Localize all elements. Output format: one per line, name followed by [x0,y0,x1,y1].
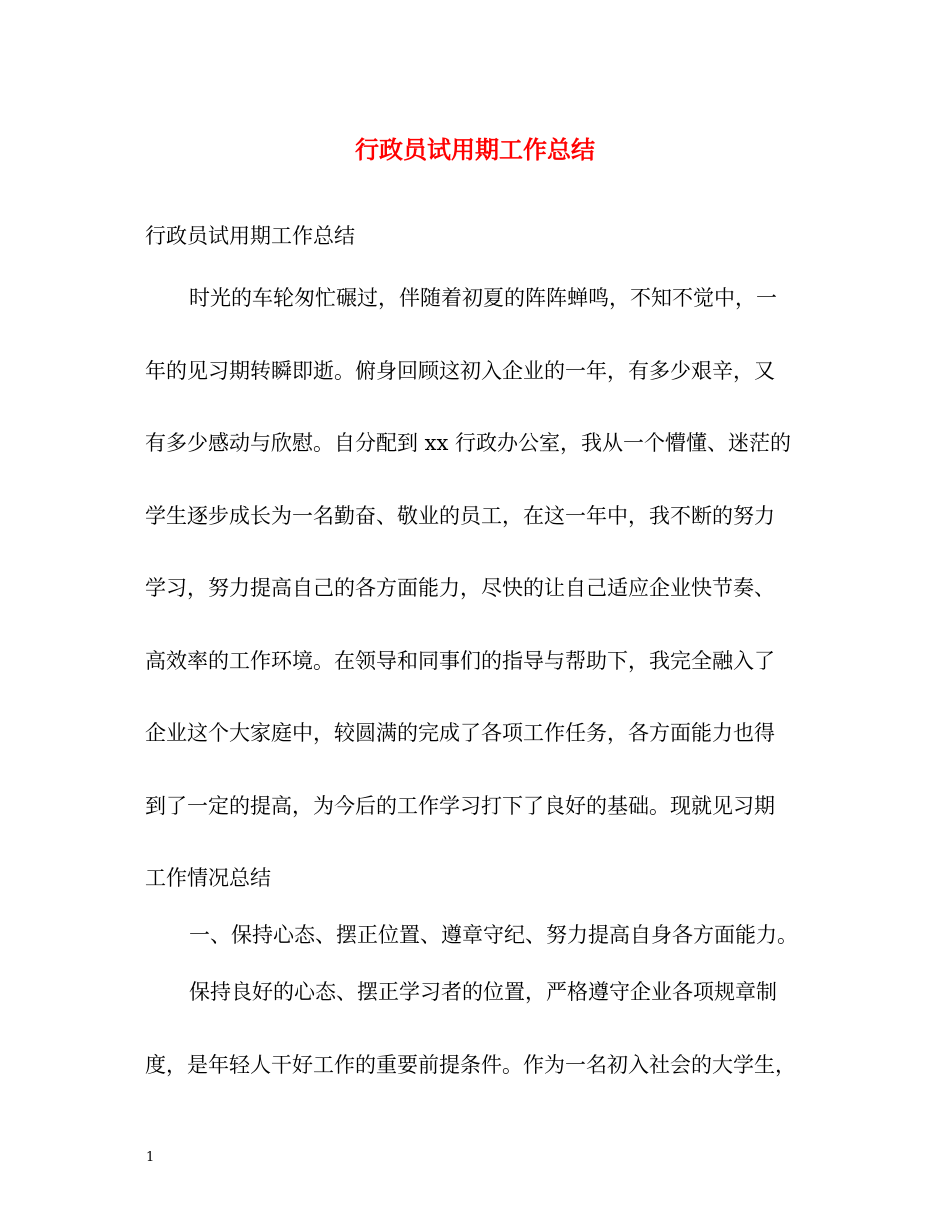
paragraph-line: 度，是年轻人干好工作的重要前提条件。作为一名初入社会的大学生， [145,1052,796,1077]
paragraph-line: 时光的车轮匆忙碾过，伴随着初夏的阵阵蝉鸣，不知不觉中，一 [189,286,777,310]
paragraph-line: 学生逐步成长为一名勤奋、敬业的员工，在这一年中，我不断的努力 [145,503,775,528]
paragraph-line: 学习，努力提高自己的各方面能力，尽快的让自己适应企业快节奏、 [145,576,775,600]
paragraph-line: 企业这个大家庭中，较圆满的完成了各项工作任务，各方面能力也得 [145,721,775,745]
paragraph-line: 工作情况总结 [145,866,271,890]
paragraph-line: 有多少感动与欣慰。自分配到 xx 行政办公室，我从一个懵懂、迷茫的 [145,431,792,455]
section-heading: 一、保持心态、摆正位置、遵章守纪、努力提高自身各方面能力。 [189,923,798,947]
paragraph-line: 年的见习期转瞬即逝。俯身回顾这初入企业的一年，有多少艰辛，又 [145,358,775,383]
paragraph-line: 保持良好的心态、摆正学习者的位置，严格遵守企业各项规章制 [189,980,777,1004]
document-subtitle: 行政员试用期工作总结 [145,224,355,248]
page-number: 1 [146,1150,155,1165]
document-title: 行政员试用期工作总结 [355,135,595,164]
paragraph-line: 到了一定的提高，为今后的工作学习打下了良好的基础。现就见习期 [145,793,775,818]
document-body [145,282,815,1121]
paragraph-line: 高效率的工作环境。在领导和同事们的指导与帮助下，我完全融入了 [145,648,775,673]
